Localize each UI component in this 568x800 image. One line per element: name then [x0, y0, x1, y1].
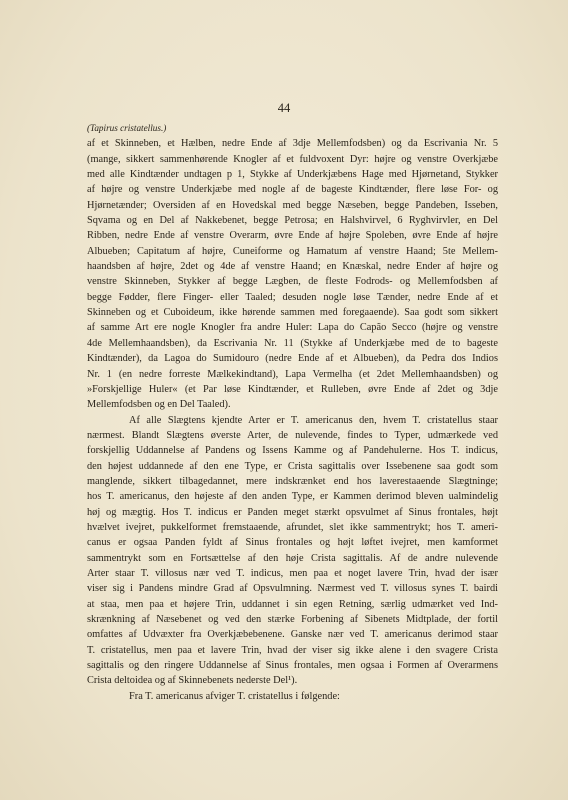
text-line: viser sig i Pandens mindre Grad af Opsvulmning. Nærmest ved T. villosus synes T. bairdi: [87, 583, 498, 595]
text-line: Albueben; Capitatum af højre, Cuneiforme og Hamatum af venstre Haand; 5te Mellem-: [87, 245, 498, 257]
running-head: (Tapirus cristatellus.): [87, 123, 167, 133]
text-line: Skinneben og et Cuboideum, ikke hørende sammen med foregaaende). Saa godt som sikkert: [87, 307, 498, 319]
text-line: forskjellig Uddannelse af Pandens og Issens Kamme og af Pandehulerne. Hos T. indicus,: [87, 445, 498, 457]
text-line: Sqvama og en Del af Nakkebenet, begge Petrosa; en Halshvirvel, 6 Ryghvirvler, en Del: [87, 215, 498, 227]
text-line: Af alle Slægtens kjendte Arter er T. americanus den, hvem T. cristatellus staar: [129, 414, 498, 426]
text-line: omfattes af Udvæxter fra Overkjæbebenene. Ganske nær ved T. americanus derimod staar: [87, 629, 498, 641]
text-line: Fra T. americanus afviger T. cristatellus i følgende:: [129, 690, 340, 702]
body-text: [87, 121, 498, 704]
text-line: Crista deltoidea og af Skinnebenets nederste Del¹).: [87, 675, 298, 687]
text-line: sagittalis og den ringere Uddannelse af Sinus frontales, men ogsaa i Formen af Overarmens: [87, 660, 498, 672]
text-line: Hjørnetænder; Oversiden af en Hovedskal med begge Næseben, begge Pandeben, Isseben,: [87, 199, 498, 211]
text-line: Mellemfodsben og en Del Taaled).: [87, 399, 231, 411]
page-number: 44: [277, 101, 291, 115]
text-line: af et Skinneben, et Hælben, nedre Ende af 3dje Mellemfodsben) og da Escrivania Nr. 5: [87, 138, 498, 150]
text-line: den højest uddannede af den ene Type, er Crista sagittalis over Issebenene saa godt som: [87, 460, 498, 472]
text-line: Arter staar T. villosus nær ved T. indicus, men paa et noget lavere Trin, hvad der især: [87, 567, 498, 579]
text-line: (mange, sikkert sammenhørende Knogler af et fuldvoxent Dyr: højre og venstre Overkjæbe: [87, 153, 498, 165]
text-line: af højre og venstre Underkjæbe med nogle af de bageste Kindtænder, flere løse For- og: [87, 184, 498, 196]
text-line: Ribben, nedre Ende af venstre Overarm, øvre Ende af højre Spoleben, øvre Ende af højre: [87, 230, 498, 242]
text-line: sammentrykt som en Fortsættelse af den høje Crista sagittalis. Af de andre nulevende: [87, 552, 498, 564]
text-line: af samme Art ere nogle Knogler fra andre Huler: Lapa do Capão Secco (højre og venstre: [87, 322, 498, 334]
text-line: hos T. americanus, den højeste af den anden Type, er Kammen derimod bleven ualmindelig: [87, 491, 498, 503]
text-line: canus er ogsaa Panden fyldt af Sinus frontales og højt løftet ivejret, men kamformet: [87, 537, 498, 549]
text-line: T. cristatellus, men paa et lavere Trin, hvad der viser sig ikke alene i den svagere Crista: [87, 644, 498, 656]
text-line: hvælvet ivejret, pukkelformet fremstaaende, afrundet, slet ikke sammentrykt; hos T. ameri-: [87, 521, 498, 533]
text-line: høj og mægtig. Hos T. indicus er Panden meget stærkt opsvulmet af Sinus frontales, højt: [87, 506, 498, 518]
text-line: begge Fødder, flere Finger- eller Taaled; desuden nogle løse Tænder, nedre Ende af et: [87, 291, 498, 303]
text-line: Kindtænder), da Lagoa do Sumidouro (nedre Ende af et Albueben), da Pedra dos Indios: [87, 353, 498, 365]
text-line: »Forskjellige Huler« (et Par løse Kindtænder, et Rulleben, øvre Ende af 2det og 3dje: [87, 383, 498, 395]
text-line: skrænkning af Næsebenet og ved den stærke Forbening af Sibenets Midtplade, der fortil: [87, 614, 498, 625]
text-line: 4de Mellemhaandsben), da Escrivania Nr. 11 (Stykke af Underkjæbe med de to bageste: [87, 337, 498, 349]
text-line: med alle Kindtænder undtagen p 1, Stykke af Underkjæbens Hage med Hjørnetand, Stykker: [87, 169, 498, 181]
text-line: nærmest. Blandt Slægtens øverste Arter, de nulevende, findes to Typer, udmærkede ved: [87, 429, 498, 441]
text-line: manglende, sikkert tilbagedannet, mere indskrænket end hos laverestaaende Slægtninge;: [87, 475, 498, 487]
text-line: Nr. 1 (en nedre forreste Mælkekindtand), Lapa Vermelha (et 2det Mellemhaandsben) og: [87, 368, 498, 380]
text-line: venstre Skinneben, Stykker af begge Lægben, de fleste Fodrods- og Mellemfodsben af: [87, 276, 498, 288]
text-line: haandsben af højre, 2det og 4de af venstre Haand; en Knæskal, nedre Ender af højre og: [87, 261, 498, 273]
text-line: at staa, men paa et højere Trin, uddannet i sin egen Retning, særlig udmærket ved Ind-: [87, 598, 498, 610]
